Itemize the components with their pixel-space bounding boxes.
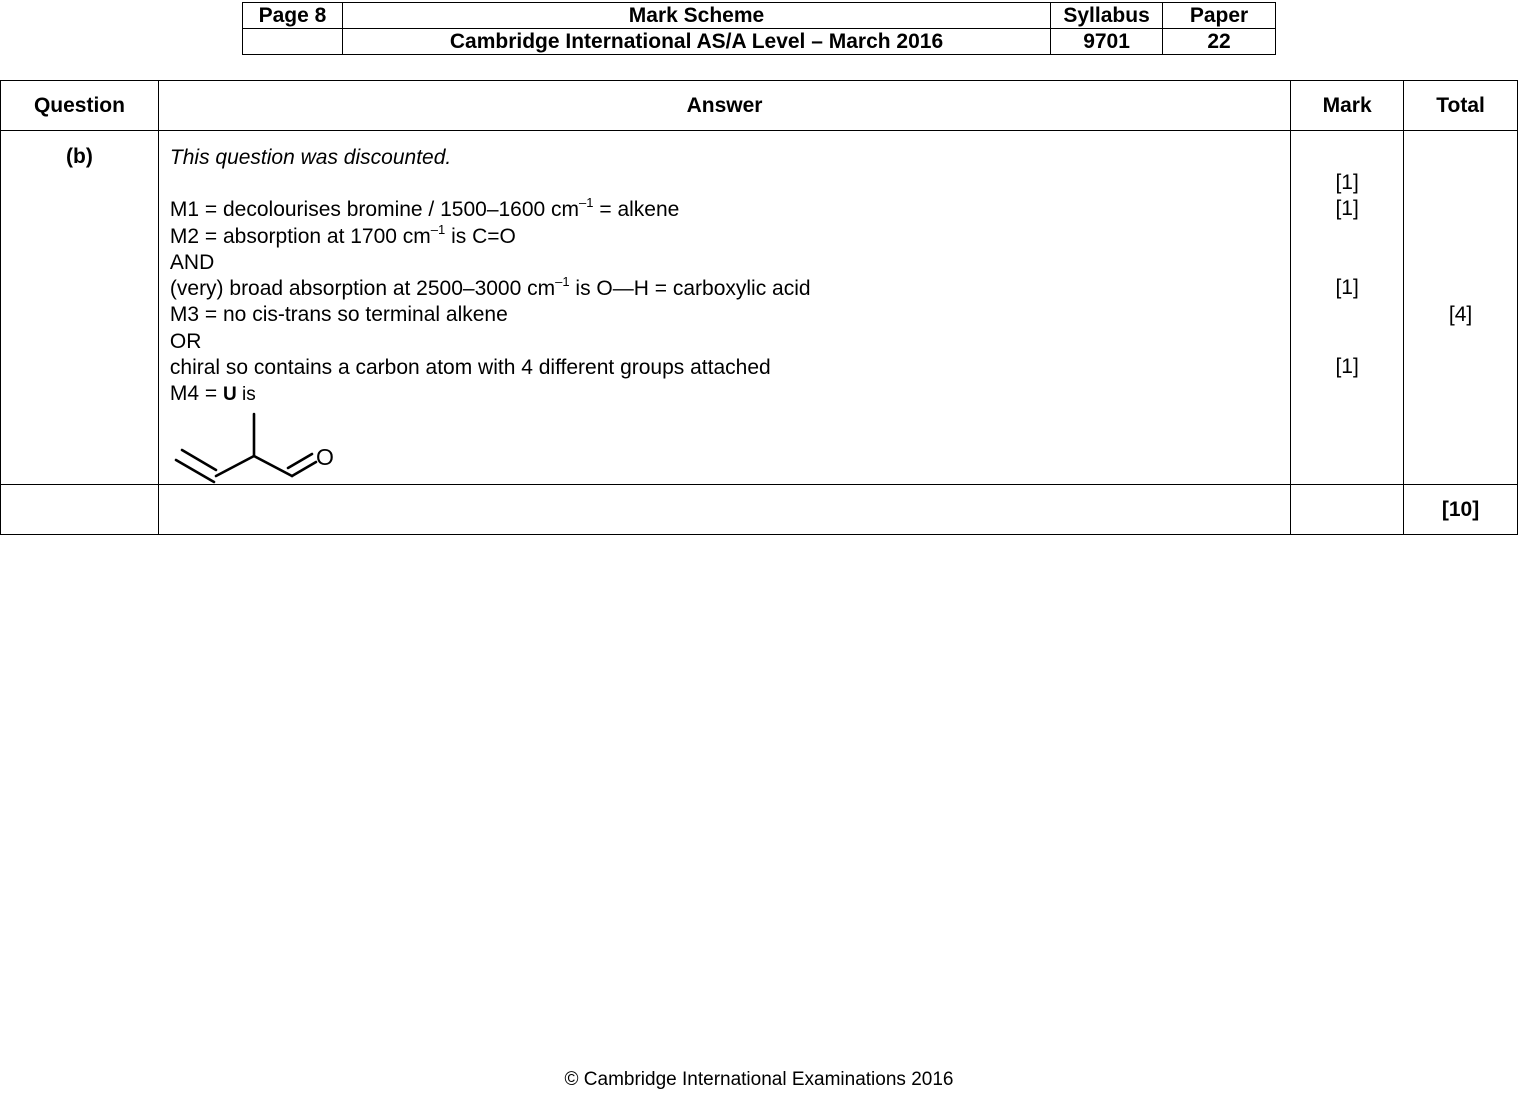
total-row-answer: [158, 485, 1290, 535]
header-title: Mark Scheme: [342, 3, 1050, 29]
answer-m3: M3 = no cis-trans so terminal alkene: [169, 303, 508, 327]
oxygen-label: O: [316, 444, 334, 470]
header-table: [242, 2, 1276, 55]
grand-total: [10]: [1404, 485, 1518, 535]
answer-m4: M4 = U is: [169, 382, 256, 406]
answer-and: AND: [169, 250, 215, 274]
mark-3: [1]: [1335, 276, 1359, 299]
header-syllabus-label: Syllabus: [1051, 3, 1163, 29]
question-number: (b): [1, 131, 159, 485]
table-total-row: [1, 485, 1518, 535]
answer-m1: M1 = decolourises bromine / 1500–1600 $cm^{-1}$ = alkene: [169, 195, 680, 222]
answer-or: OR: [169, 329, 202, 353]
header-subtitle: Cambridge International AS/A Level – March 2016: [342, 29, 1050, 55]
footer-copyright: © Cambridge International Examinations 2016: [564, 1069, 954, 1090]
header-blank: [243, 29, 343, 55]
header-paper-number: 22: [1163, 29, 1276, 55]
total-value: [4]: [1448, 303, 1473, 326]
single-bond-1: [216, 456, 254, 476]
structure-bonds: [176, 414, 316, 482]
answer-chiral: chiral so contains a carbon atom with 4 different groups attached: [169, 356, 771, 380]
total-row-mark: [1291, 485, 1404, 535]
single-bond-2: [254, 456, 292, 476]
table-header-row: [1, 81, 1518, 131]
double-bond-line-a: [176, 460, 214, 482]
header-paper-label: Paper: [1163, 3, 1276, 29]
column-header-mark: Mark: [1291, 81, 1404, 131]
skeletal-structure-diagram: [170, 410, 350, 490]
total-row-question: [1, 485, 159, 535]
total-cell: [1404, 131, 1518, 485]
column-header-question: Question: [1, 81, 159, 131]
column-header-total: Total: [1404, 81, 1518, 131]
answer-intro: This question was discounted.: [169, 146, 452, 169]
answer-broad-absorption: (very) broad absorption at 2500–3000 $cm^{-1}$ is O—H = carboxylic acid: [169, 274, 811, 301]
column-header-answer: Answer: [158, 81, 1290, 131]
mark-2: [1]: [1335, 197, 1359, 220]
marks-cell: [1291, 131, 1404, 485]
header-syllabus-code: 9701: [1051, 29, 1163, 55]
header-page: Page 8: [243, 3, 343, 29]
answer-m2: M2 = absorption at 1700 $cm^{-1}$ is C=O: [169, 221, 516, 248]
mark-1: [1]: [1335, 171, 1359, 194]
mark-4: [1]: [1335, 355, 1359, 378]
